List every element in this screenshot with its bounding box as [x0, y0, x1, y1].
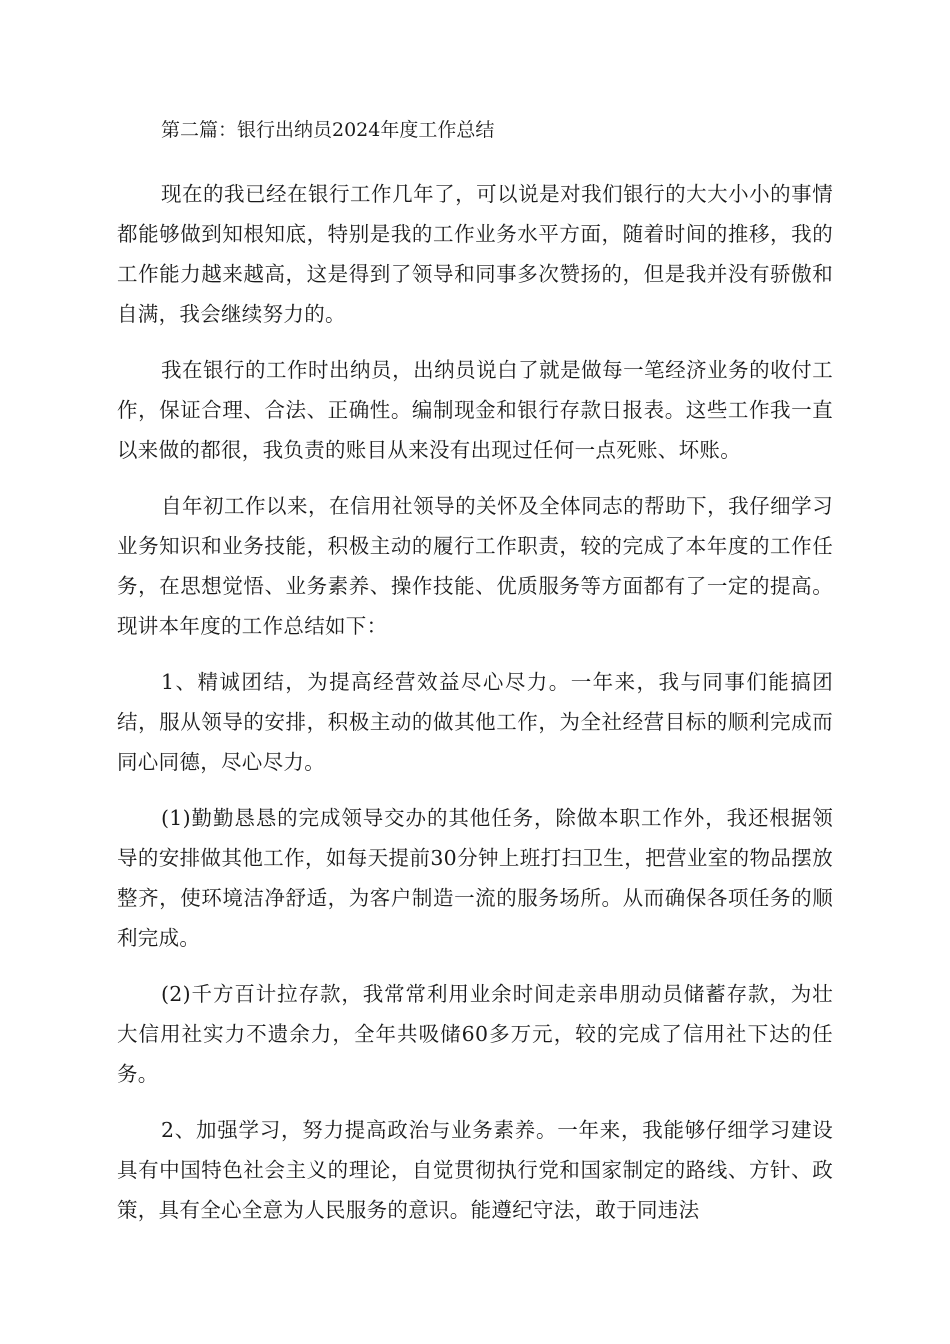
paragraph-point-1: 1、精诚团结，为提高经营效益尽心尽力。一年来，我与同事们能搞团结，服从领导的安排，积极主动的做其他工作，为全社经营目标的顺利完成而同心同德，尽心尽力。: [117, 670, 833, 774]
paragraph-intro: 现在的我已经在银行工作几年了，可以说是对我们银行的大大小小的事情都能够做到知根知底，特别是我的工作业务水平方面，随着时间的推移，我的工作能力越来越高，这是得到了领导和同事多次赞扬的，但是我并没有骄傲和自满，我会继续努力的。: [117, 182, 833, 326]
paragraph-point-1-sub-1: (1)勤勤恳恳的完成领导交办的其他任务，除做本职工作外，我还根据领导的安排做其他工作，如每天提前30分钟上班打扫卫生，把营业室的物品摆放整齐，使环境洁净舒适，为客户制造一流的服务场所。从而确保各项任务的顺利完成。: [117, 806, 833, 950]
paragraph-point-1-sub-2: (2)千方百计拉存款，我常常利用业余时间走亲串朋动员储蓄存款，为壮大信用社实力不遗余力，全年共吸储60多万元，较的完成了信用社下达的任务。: [117, 982, 833, 1086]
paragraph-cashier-duties: 我在银行的工作时出纳员，出纳员说白了就是做每一笔经济业务的收付工作，保证合理、合法、正确性。编制现金和银行存款日报表。这些工作我一直以来做的都很，我负责的账目从来没有出现过任何一点死账、坏账。: [117, 358, 833, 462]
paragraph-year-overview: 自年初工作以来，在信用社领导的关怀及全体同志的帮助下，我仔细学习业务知识和业务技能，积极主动的履行工作职责，较的完成了本年度的工作任务，在思想觉悟、业务素养、操作技能、优质服务等方面都有了一定的提高。现讲本年度的工作总结如下：: [117, 494, 833, 638]
paragraph-point-2: 2、加强学习，努力提高政治与业务素养。一年来，我能够仔细学习建设具有中国特色社会主义的理论，自觉贯彻执行党和国家制定的路线、方针、政策，具有全心全意为人民服务的意识。能遵纪守法，敢于同违法: [117, 1118, 833, 1222]
document-title: 第二篇：银行出纳员2024年度工作总结: [161, 119, 495, 141]
document-body: [117, 108, 833, 1246]
